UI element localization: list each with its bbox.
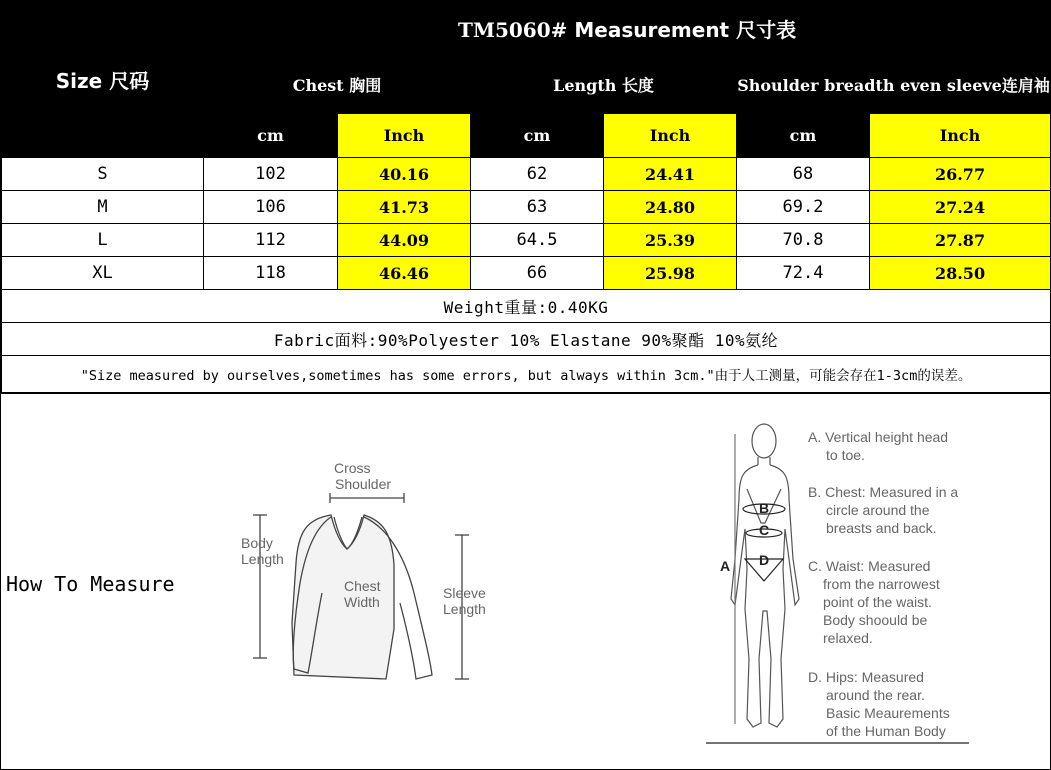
sleeve-label: Sleeve [443,585,486,601]
shoulder-label: Shoulder [335,476,392,492]
chest-inch-cell: 44.09 [338,224,471,257]
note-d-line: of the Human Body [826,723,946,739]
note-a-line: A. Vertical height head [808,429,949,445]
chest-cm-cell: 112 [204,224,338,257]
unit-cm: cm [737,114,870,158]
fabric-row: Fabric面料:90%Polyester 10% Elastane 90%聚酯 10%氨纶 [2,323,1051,356]
table-row [2,158,1051,191]
note-c-line: Body shoould be [823,612,928,628]
length-inch-cell: 24.41 [604,158,737,191]
letter-b: B [759,500,770,516]
unit-inch: Inch [338,114,471,158]
note-c-line: point of the waist. [823,594,932,610]
table-title [204,2,1051,55]
length-cm-cell: 64.5 [471,224,604,257]
body-measure-diagram [701,419,981,749]
weight-row: Weight重量:0.40KG [2,290,1051,323]
body-length-label: Length [241,551,284,567]
title-cn: 尺寸表 [736,17,797,42]
shoulder-header: Shoulder breadth even sleeve连肩袖 [737,55,1051,114]
chest-inch-cell: 41.73 [338,191,471,224]
size-cell: M [2,191,204,224]
note-row: "Size measured by ourselves,sometimes has some errors, but always within 3cm."由于人工测量，可能会存在1-3cm的误差。 [2,356,1051,393]
note-c-line: C. Waist: Measured [808,558,931,574]
title-measurement: Measurement [574,17,730,42]
shoulder-cm-cell: 68 [737,158,870,191]
table-row [2,191,1051,224]
shoulder-inch-cell: 26.77 [870,158,1051,191]
note-d-line: D. Hips: Measured [808,669,924,685]
body-label: Body [241,535,273,551]
size-cell: L [2,224,204,257]
shoulder-cm-cell: 70.8 [737,224,870,257]
chest-inch-cell: 46.46 [338,257,471,290]
shoulder-inch-cell: 27.24 [870,191,1051,224]
note-b-line: breasts and back. [826,520,937,536]
note-c-line: from the narrowest [823,576,940,592]
cross-label: Cross [334,460,371,476]
size-cell: S [2,158,204,191]
chest-label: Chest [344,578,381,594]
length-inch-cell: 24.80 [604,191,737,224]
chest-cm-cell: 118 [204,257,338,290]
shoulder-cm-cell: 72.4 [737,257,870,290]
note-d-line: Basic Meaurements [826,705,950,721]
note-b-line: circle around the [826,502,930,518]
shoulder-inch-cell: 27.87 [870,224,1051,257]
length-cm-cell: 63 [471,191,604,224]
length-cm-cell: 62 [471,158,604,191]
note-a-line: to toe. [826,447,865,463]
chest-cm-cell: 106 [204,191,338,224]
length-cm-cell: 66 [471,257,604,290]
letter-a: A [720,558,731,574]
length-inch-cell: 25.39 [604,224,737,257]
how-to-measure-label: How To Measure [6,572,175,596]
letter-c: C [759,522,770,538]
shoulder-inch-cell: 28.50 [870,257,1051,290]
table-row [2,224,1051,257]
sweater-measure-diagram [236,453,501,693]
note-b-line: B. Chest: Measured in a [808,484,959,500]
letter-d: D [759,552,770,568]
unit-cm: cm [204,114,338,158]
length-inch-cell: 25.98 [604,257,737,290]
sleeve-length-label: Length [443,601,486,617]
title-code: TM5060# [457,17,568,42]
size-cell: XL [2,257,204,290]
unit-cm: cm [471,114,604,158]
size-header: Size 尺码 [2,2,204,158]
size-table [1,1,1051,393]
chest-width-label: Width [344,594,380,610]
head [752,424,776,458]
note-d-line: around the rear. [826,687,925,703]
chest-cm-cell: 102 [204,158,338,191]
shoulder-cm-cell: 69.2 [737,191,870,224]
chest-header: Chest 胸围 [204,55,471,114]
table-row [2,257,1051,290]
unit-inch: Inch [870,114,1051,158]
length-header: Length 长度 [471,55,737,114]
unit-inch: Inch [604,114,737,158]
note-c-line: relaxed. [823,630,873,646]
chest-inch-cell: 40.16 [338,158,471,191]
